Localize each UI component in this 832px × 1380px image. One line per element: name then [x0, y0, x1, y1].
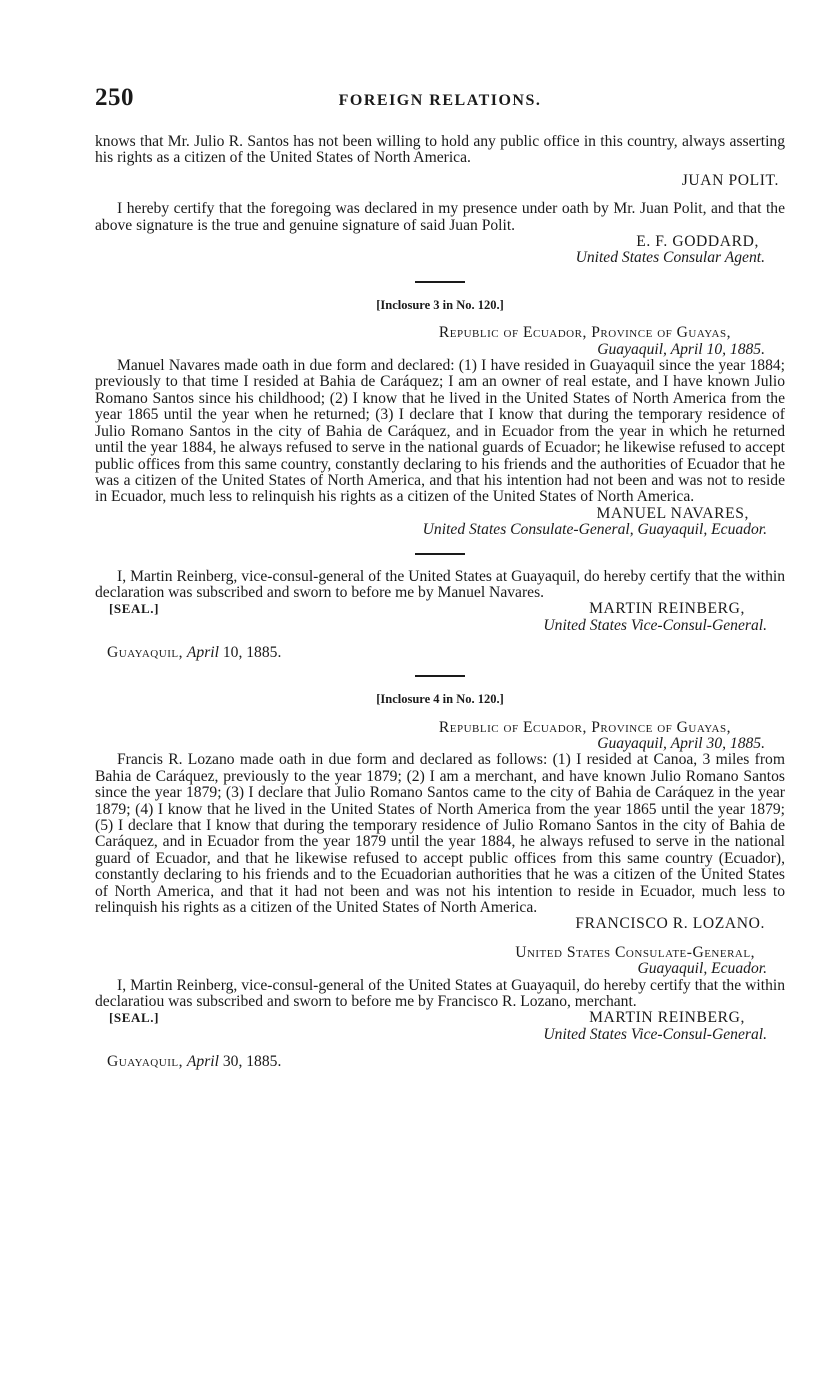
section-divider	[415, 553, 465, 555]
inclosure-3-closing-date: Guayaquil, April 10, 1885.	[107, 643, 282, 661]
page-number: 250	[95, 84, 134, 111]
running-head: FOREIGN RELATIONS.	[338, 92, 542, 109]
page-header	[95, 84, 785, 116]
inclosure-3-date: Guayaquil, April 10, 1885.	[597, 340, 765, 358]
seal-mark: [SEAL.]	[109, 601, 160, 617]
section-divider	[415, 281, 465, 283]
navares-declaration: Manuel Navares made oath in due form and declared: (1) I have resided in Guayaquil since the year 1884; previously to that time I resided at Bahia de Caráquez; I am an owner of real estate, and I have known Julio Romano Santos since his childhood; (2) I know that he lived in the United States of North America from the year 1865 until the year when he returned; (3) I declare that I know that during the temporary residence of Julio Romano Santos in the city of Bahia de Caráquez, and in Ecuador from the year in which he returned until the year 1884, he always refused to serve in the national guards of Ecuador; he likewise refused to accept public offices from this same country, constantly declaring to his friends and the authorities of Ecuador that he was a citizen of the United States of North America, and that his intention had not been and was not to reside in Ecuador, much less to relinquish his rights as a citizen of the United States of North America.	[95, 357, 785, 506]
inclosure-4-place: Republic of Ecuador, Province of Guayas,	[438, 718, 731, 736]
reinberg-certification-3: I, Martin Reinberg, vice-consul-general of the United States at Guayaquil, do hereby certify that the within declaration was subscribed and sworn to before me by Manuel Navares.	[95, 567, 785, 601]
goddard-title: United States Consular Agent.	[575, 249, 765, 267]
inclosure-4-label: [Inclosure 4 in No. 120.]	[376, 692, 504, 707]
goddard-certification: I hereby certify that the foregoing was declared in my presence under oath by Mr. Juan Polit, and that the above signature is the true and genuine signature of said Juan Polit.	[95, 200, 785, 234]
inclosure-4-date: Guayaquil, April 30, 1885.	[597, 734, 765, 752]
navares-signature: MANUEL NAVARES,	[596, 504, 749, 522]
continuation-paragraph: knows that Mr. Julio R. Santos has not been willing to hold any public office in this country, always asserting his rights as a citizen of the United States of North America.	[95, 133, 785, 167]
page-body	[95, 134, 785, 1070]
seal-row-3	[95, 601, 785, 618]
inclosure-3-label: [Inclosure 3 in No. 120.]	[376, 297, 504, 312]
reinberg-name: MARTIN REINBERG,	[589, 1009, 745, 1027]
seal-row-4	[95, 1010, 785, 1027]
reinberg-title: United States Vice-Consul-General.	[543, 617, 767, 635]
lozano-declaration: Francis R. Lozano made oath in due form and declared as follows: (1) I resided at Canoa, 3 miles from Bahia de Caráquez, previously to the year 1879; (2) I am a merchant, and have known Julio Romano Santos since the year 1879; (3) I declare that Julio Romano Santos came to the city of Bahia de Caráquez in the year 1879; (4) I know that he lived in the United States of North America from the year 1865 until the year 1879; (5) I declare that I know that during the temporary residence of Julio Romano Santos in the city of Bahia de Caráquez, and in Ecuador from the year 1879 until the year 1884, he always refused to serve in the national guard of Ecuador, and that he likewise refused to accept public offices from this same country (Ecuador), constantly declaring to his friends and to the Ecuadorian authorities that he was a citizen of the United States of North America, and that it had not been and was not his intention to reside in Ecuador, much less to relinquish his rights as a citizen of the United States of North America.	[95, 751, 785, 917]
lozano-signature: FRANCISCO R. LOZANO.	[575, 915, 765, 933]
polit-signature: JUAN POLIT.	[681, 171, 779, 189]
reinberg-name: MARTIN REINBERG,	[589, 600, 745, 618]
navares-office: United States Consulate-General, Guayaquil, Ecuador.	[422, 521, 767, 539]
reinberg-certification-4: I, Martin Reinberg, vice-consul-general of the United States at Guayaquil, do hereby certify that the within declaratiou was subscribed and sworn to before me by Francisco R. Lozano, merchant.	[95, 976, 785, 1011]
goddard-name: E. F. GODDARD,	[636, 233, 759, 251]
reinberg-title: United States Vice-Consul-General.	[543, 1026, 767, 1044]
section-divider	[415, 675, 465, 677]
inclosure-4-closing-date: Guayaquil, April 30, 1885.	[107, 1052, 282, 1070]
inclosure-3-place: Republic of Ecuador, Province of Guayas,	[438, 324, 731, 342]
consulate-line: United States Consulate-General,	[515, 943, 755, 961]
seal-mark: [SEAL.]	[109, 1010, 160, 1026]
consulate-city: Guayaquil, Ecuador.	[637, 960, 767, 978]
